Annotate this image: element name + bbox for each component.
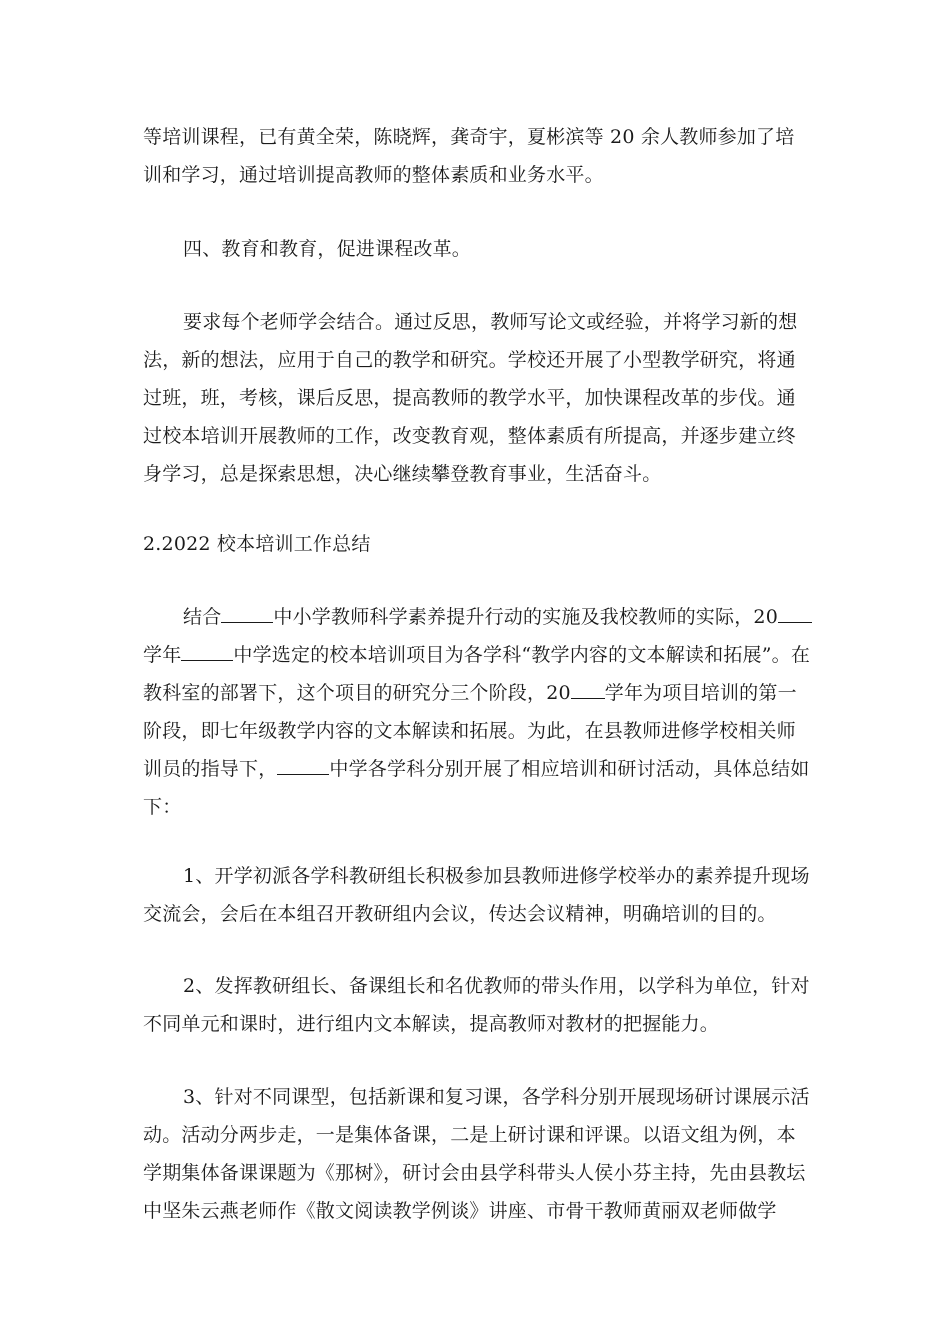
text-segment: 中学选定的校本培训项目为各学科“教学内容的文本解读和拓展”。在教科室的部署下，这个项目的研究分三个阶段，20	[143, 644, 811, 704]
section-heading-four: 四、教育和教育，促进课程改革。	[183, 238, 472, 260]
text-segment: 结合	[183, 606, 222, 628]
paragraph-project-intro	[143, 598, 813, 826]
fill-in-blank	[277, 752, 329, 775]
paragraph-reflection: 要求每个老师学会结合。通过反思，教师写论文或经验，并将学习新的想法，新的想法，应用于自己的教学和研究。学校还开展了小型教学研究，将通过班，班，考核，课后反思，提高教师的教学水平，加快课程改革的步伐。通过校本培训开展教师的工作，改变教育观，整体素质有所提高，并逐步建立终身学习，总是探索思想，决心继续攀登教育事业，生活奋斗。	[143, 311, 798, 485]
list-item-3: 3、针对不同课型，包括新课和复习课，各学科分别开展现场研讨课展示活动。活动分两步走，一是集体备课，二是上研讨课和评课。以语文组为例，本学期集体备课课题为《那树》，研讨会由县学科带头人侯小芬主持，先由县教坛中坚朱云燕老师作《散文阅读教学例谈》讲座、市骨干教师黄丽双老师做学	[143, 1086, 810, 1222]
list-item-1: 1、开学初派各学科教研组长积极参加县教师进修学校举办的素养提升现场交流会，会后在本组召开教研组内会议，传达会议精神，明确培训的目的。	[143, 865, 810, 925]
text-segment: 中学各学科分别开展了相应培训和研讨活动，具体总结如下：	[143, 758, 810, 818]
section-heading-summary-2022: 2.2022 校本培训工作总结	[143, 533, 371, 555]
fill-in-blank	[571, 676, 605, 699]
fill-in-blank	[778, 600, 812, 623]
fill-in-blank	[221, 600, 273, 623]
fill-in-blank	[181, 638, 233, 661]
text-segment: 中小学教师科学素养提升行动的实施及我校教师的实际，20	[273, 606, 778, 628]
text-segment: 学年	[143, 644, 182, 666]
text-segment: 学年为项目培训的第一阶段，即七年级教学内容的文本解读和拓展。为此，在县教师进修学校相关师训员的指导下，	[143, 682, 797, 780]
list-item-2: 2、发挥教研组长、备课组长和名优教师的带头作用，以学科为单位，针对不同单元和课时，进行组内文本解读，提高教师对教材的把握能力。	[143, 975, 810, 1035]
paragraph-training-courses: 等培训课程，已有黄全荣，陈晓辉，龚奇宇，夏彬滨等 20 余人教师参加了培训和学习，通过培训提高教师的整体素质和业务水平。	[143, 126, 795, 186]
